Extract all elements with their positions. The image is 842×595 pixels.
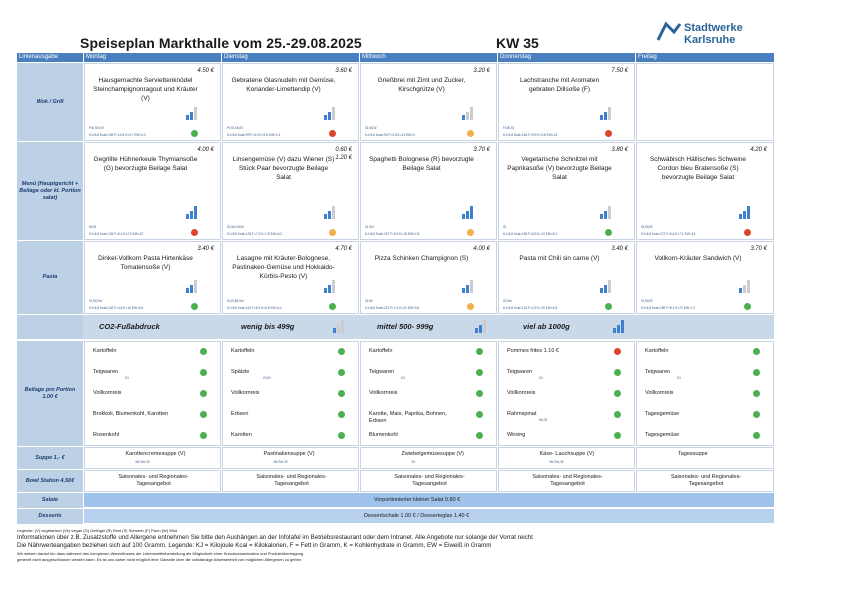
side-dish: Rosenkohl (93, 432, 119, 438)
footer (17, 527, 717, 563)
side-dish: Blumenkohl (369, 432, 398, 438)
side-dish: Vollkornreis (645, 390, 674, 396)
co2-high-icon (613, 320, 629, 333)
side-dish: Rahmspinat (507, 411, 537, 417)
bowl-offer: Saisonales- und Regionales- Tagesangebot (394, 474, 465, 487)
meal-cell-menu-2 (360, 142, 497, 240)
meal-cell-wok-2 (360, 63, 497, 141)
footer-line-3: Wir weisen darauf hin dass während des komplexen Warenflusses der Lebensmittelherstellung die Möglichkeit einer Kreuzkontamination und Produktübertragung (17, 550, 304, 556)
nutrition-values: KJ=8,6 Kcal=196 F=14,5 K=9,7 EW=4,2 (89, 133, 146, 137)
salad-band (84, 493, 774, 507)
sides-cell-3 (498, 341, 635, 446)
side-dish: Wirsing (507, 432, 526, 438)
nutrition-values: KJ=8,6 Kcal=135 F=8,2 K=2,9 EW=12 (89, 232, 144, 236)
calendar-week: KW 35 (496, 35, 539, 51)
co2-rating-icon (462, 206, 478, 219)
traffic-light-icon (476, 369, 483, 376)
side-allergens: Gl (539, 376, 543, 380)
page-header (0, 0, 842, 54)
price: 3.70 € (473, 147, 490, 153)
soup-cell-0 (84, 447, 221, 469)
nutrition-values: KJ=8,6 Kcal=165 F=8,9 K=13 EW=8,1 (503, 232, 558, 236)
stadtwerke-logo (654, 20, 764, 48)
co2-rating-icon (186, 206, 202, 219)
line-header: Linienausgabe (17, 53, 83, 62)
soup-cell-2 (360, 447, 497, 469)
co2-low-label: wenig bis 499g (241, 322, 295, 331)
traffic-light-icon (338, 369, 345, 376)
dish-name: Lasagne mit Kräuter-Bolognese, Pastinaken-Gemüse und Hokkaido-Kürbis-Pesto (V) (232, 255, 335, 280)
sides-cell-4 (636, 341, 774, 446)
co2-rating-icon (600, 280, 616, 293)
traffic-light-icon (467, 130, 474, 137)
nutrition-values: KJ=8,6 Kcal=133 F=7,9 K=7,9 EW=6,2 (227, 232, 283, 236)
bowl-offer: Saisonales- und Regionales- Tagesangebot (670, 474, 742, 487)
traffic-light-icon (753, 369, 760, 376)
nutrition-values: KJ=8,6 Kcal=157 F=5,9 K=18 EW=7,8 (365, 232, 420, 236)
footer-line-4: generell nicht ausgeschlossen werden kann. Es ist uns daher nicht möglich eine Garantie über die vollständige Abwesenheit von möglichen Allergenen zu geben (17, 556, 302, 562)
allergen-codes: Gl,Ei,Ml,Sel (227, 299, 244, 303)
nutrition-values: KJ=8,6 Kcal=99 F=4,3 K=9,6 EW=1,4 (227, 133, 281, 137)
price-pair: 1.20 € (335, 155, 352, 161)
traffic-light-icon (191, 130, 198, 137)
nutrition-values: KJ=8,6 Kcal=172 F=9,6 K=7,1 EW=14 (641, 232, 696, 236)
traffic-light-icon (200, 432, 207, 439)
price: 4.50 € (197, 68, 214, 74)
traffic-light-icon (329, 229, 336, 236)
allergen-codes: Gl,Sel (503, 299, 512, 303)
traffic-light-icon (476, 348, 483, 355)
allergen-codes: Gl,Ml,Sf (641, 225, 653, 229)
meal-cell-wok-4 (636, 63, 774, 141)
side-dish: Teigwaren (93, 369, 119, 375)
co2-rating-icon (462, 107, 478, 120)
bowl-cell-3 (498, 470, 635, 492)
co2-rating-icon (600, 206, 616, 219)
nutrition-values: KJ=8,6 Kcal=201 F=7,4 K=24 EW=9,6 (365, 306, 420, 310)
bowl-cell-2 (360, 470, 497, 492)
price: 4.20 € (750, 147, 767, 153)
co2-rating-icon (324, 206, 340, 219)
traffic-light-icon (200, 369, 207, 376)
footer-legend: Legende: (V) vegetarisch (Ve) vegan (G) Geflügel (R) Rind (S) Schwein (F) Fisch (W) Wild (17, 528, 178, 533)
soup-name: Karottencremesuppe (V) (125, 451, 186, 457)
nutrition-values: KJ=8,6 Kcal=189 F=8,1 K=21 EW=7,2 (641, 306, 696, 310)
allergen-codes: Gl,Ml,Sel (89, 299, 102, 303)
soup-cell-4 (636, 447, 774, 469)
side-dish: Spätzle (231, 369, 250, 375)
co2-legend (83, 315, 774, 339)
bowl-cell-4 (636, 470, 774, 492)
dish-name: Pasta mit Chili sin carne (V) (519, 255, 600, 262)
meal-cell-pasta-4 (636, 241, 774, 314)
traffic-light-icon (605, 130, 612, 137)
side-dish: Karotte, Mais, Paprika, Bohnen, Erbsen (369, 411, 447, 424)
price: 3.40 € (611, 246, 628, 252)
side-dish: Vollkornreis (369, 390, 398, 396)
dish-name: Hausgemachte Serviettenknödel Steinchampignonragout und Kräuter (V) (93, 77, 198, 102)
day-header-fri: Freitag (636, 53, 774, 62)
meal-cell-pasta-2 (360, 241, 497, 314)
traffic-light-icon (191, 229, 198, 236)
dish-name: Spaghetti Bolognese (R) bevorzugte Beilage Salat (369, 156, 474, 172)
soup-cell-1 (222, 447, 359, 469)
nutrition-values: KJ=8,6 Kcal=115 F=6,9 K=8,6 EW=4,4 (227, 306, 282, 310)
row-label-soup: Suppe 1,- € (17, 447, 83, 469)
row-label-wok: Wok / Grill (17, 63, 83, 141)
side-dish: Teigwaren (645, 369, 671, 375)
day-header-tue: Dienstag (222, 53, 359, 62)
co2-rating-icon (600, 107, 616, 120)
dish-name: Gegrillte Hühnerkeule Thymiansoße (G) bevorzugte Beilage Salat (93, 156, 198, 172)
row-label-salad: Salate (17, 493, 83, 508)
allergen-codes: Gl,Ml,Sf (641, 299, 653, 303)
row-label-sides: Beilage pro Portion 1.00 € (17, 341, 83, 446)
logo-text (684, 22, 743, 46)
price: 0.60 € (335, 147, 352, 153)
salad-text: Vorportionierter kleiner Salat 0.80 € (374, 497, 461, 503)
row-label-co2-spacer (17, 315, 83, 339)
dessert-band (84, 509, 774, 523)
side-dish: Kartoffeln (93, 348, 117, 354)
price: 4.00 € (197, 147, 214, 153)
side-dish: Kartoffeln (231, 348, 255, 354)
soup-allergens: Sf (411, 460, 415, 464)
dish-name: Pizza Schinken Champignon (S) (374, 255, 469, 262)
traffic-light-icon (329, 303, 336, 310)
nutrition-values: KJ=8,6 Kcal=132 F=4,8 K=16 EW=5,6 (89, 306, 144, 310)
traffic-light-icon (329, 130, 336, 137)
co2-rating-icon (186, 280, 202, 293)
side-dish: Vollkornreis (93, 390, 122, 396)
co2-low-icon (333, 320, 349, 333)
allergen-codes: Gl,Sel,Sf,Nf (227, 225, 244, 229)
co2-title: CO2-Fußabdruck (99, 322, 160, 331)
traffic-light-icon (200, 348, 207, 355)
dish-name: Vollkorn-Kräuter Sandwich (V) (654, 255, 742, 262)
meal-cell-menu-4 (636, 142, 774, 240)
dish-name: Grießbrei mit Zimt und Zucker, Kirschgrütze (V) (377, 77, 466, 93)
traffic-light-icon (753, 348, 760, 355)
side-dish: Teigwaren (507, 369, 533, 375)
co2-rating-icon (324, 280, 340, 293)
meal-cell-wok-0 (84, 63, 221, 141)
co2-rating-icon (186, 107, 202, 120)
nutrition-values: KJ=8,6 Kcal=164 F=9,9 K=3,6 EW=14 (503, 133, 558, 137)
side-dish: Erbsen (231, 411, 249, 417)
traffic-light-icon (614, 411, 621, 418)
side-dish: Vollkornreis (231, 390, 260, 396)
footer-line-1: Informationen über z.B. Zusatzstoffe und Allergene entnehmen Sie bitte den Aushängen an der Infotafel im Betriebsrestaurant oder dem Intranet. Alle Angebote nur solange der Vorrat reicht (17, 534, 533, 541)
allergen-codes: Pilz,Sel,Sf (89, 126, 104, 130)
dish-name: Lachstranche mit Aromaten gebraten Dillsoße (F) (519, 77, 600, 93)
dish-name: Vegetarische Schnitzel mit Paprikasoße (V) bevorzugte Beilage Salat (507, 156, 612, 181)
soup-name: Pastinakensuppe (V) (263, 451, 315, 457)
side-dish: Kartoffeln (369, 348, 393, 354)
dish-name: Dinkel-Vollkorn Pasta Hirtenkäse Tomatensoße (V) (98, 255, 193, 271)
price: 3.20 € (473, 68, 490, 74)
nutrition-values: KJ=8,6 Kcal=92 F=2,6 K=14 EW=3 (365, 133, 415, 137)
side-dish: Teigwaren (369, 369, 395, 375)
traffic-light-icon (338, 411, 345, 418)
soup-name: Tagessuppe (678, 451, 708, 457)
price: 4.00 € (473, 246, 490, 252)
price: 7.50 € (611, 68, 628, 74)
side-allergens: Gl (401, 376, 405, 380)
traffic-light-icon (476, 390, 483, 397)
logo-mark-icon (654, 20, 682, 46)
traffic-light-icon (338, 432, 345, 439)
traffic-light-icon (753, 432, 760, 439)
soup-name: Zwiebelgemüsesuppe (V) (401, 451, 464, 457)
co2-rating-icon (462, 280, 478, 293)
traffic-light-icon (467, 229, 474, 236)
meal-cell-wok-1 (222, 63, 359, 141)
menu-grid (17, 53, 774, 528)
traffic-light-icon (191, 303, 198, 310)
row-label-menu: Menü (Hauptgericht + Beilage oder kl. Portion salat) (17, 142, 83, 240)
traffic-light-icon (338, 390, 345, 397)
allergen-codes: Gl,Ml (365, 299, 373, 303)
traffic-light-icon (753, 411, 760, 418)
side-dish: Tagesgemüse (645, 432, 680, 438)
co2-rating-icon (324, 107, 340, 120)
footer-line-2: Die Nährwerteangaben beziehen sich auf 100 Gramm. Legende: KJ = Kilojoule Kcal = Kilokalorien, F = Fett in Gramm, K = Kohlenhydrate in Gramm, EW = Eiweiß in Gramm (17, 542, 492, 550)
dish-name: Schwäbisch Hällisches Schweine Cordon bleu Bratensoße (S) bevorzugte Beilage Salat (649, 156, 747, 181)
allergen-codes: Fi,Ml,Sf (503, 126, 514, 130)
soup-allergens: Ml,Sel,Sf (273, 460, 288, 464)
allergen-codes: Pf,Sf,Sel,Ei (227, 126, 244, 130)
co2-high-label: viel ab 1000g (523, 322, 570, 331)
bowl-cell-0 (84, 470, 221, 492)
side-dish: Vollkornreis (507, 390, 536, 396)
logo-line-1: Stadtwerke (684, 22, 743, 34)
page-title: Speiseplan Markthalle vom 25.-29.08.2025 (80, 35, 362, 51)
bowl-offer: Saisonales- und Regionales- Tagesangebot (256, 474, 327, 487)
meal-cell-pasta-3 (498, 241, 635, 314)
traffic-light-icon (338, 348, 345, 355)
meal-cell-wok-3 (498, 63, 635, 141)
dessert-text: Dessertschale 1.00 € / Desserteglas 1.40 € (364, 513, 470, 519)
sides-cell-2 (360, 341, 497, 446)
traffic-light-icon (614, 369, 621, 376)
side-dish: Pommes frites 1.10 € (507, 348, 559, 354)
allergen-codes: Gl,Ml,Sf (365, 126, 377, 130)
co2-mid-label: mittel 500- 999g (377, 322, 434, 331)
row-label-desserts: Desserts (17, 509, 83, 524)
day-header-mon: Montag (84, 53, 221, 62)
day-header-thu: Donnerstag (498, 53, 635, 62)
price: 3.60 € (335, 68, 352, 74)
allergen-codes: Ml,Sf (89, 225, 97, 229)
bowl-cell-1 (222, 470, 359, 492)
dish-name: Linsengemüse (V) dazu Wiener (S) Stück Paar bevorzugte Beilage Salat (232, 156, 335, 181)
row-label-bowl: Bowl Station 4.50€ (17, 470, 83, 492)
traffic-light-icon (744, 229, 751, 236)
price: 3.40 € (197, 246, 214, 252)
side-allergens: Gl (677, 376, 681, 380)
co2-mid-icon (475, 320, 491, 333)
traffic-light-icon (744, 303, 751, 310)
meal-cell-menu-3 (498, 142, 635, 240)
side-allergens: Gl,Ei (263, 376, 271, 380)
price: 3.80 € (611, 147, 628, 153)
traffic-light-icon (753, 390, 760, 397)
day-header-wed: Mittwoch (360, 53, 497, 62)
meal-cell-menu-0 (84, 142, 221, 240)
soup-name: Käse- Lauchsuppe (V) (539, 451, 595, 457)
dish-name: Gebratene Glasnudeln mit Gemüse, Koriander-Limettendip (V) (231, 77, 336, 93)
row-label-pasta: Pasta (17, 241, 83, 314)
side-allergens: Ml,Gl (539, 418, 548, 422)
traffic-light-icon (476, 411, 483, 418)
allergen-codes: Gl (503, 225, 507, 229)
price: 3.70 € (750, 246, 767, 252)
price: 4.70 € (335, 246, 352, 252)
traffic-light-icon (614, 432, 621, 439)
logo-line-2: Karlsruhe (684, 34, 736, 46)
bowl-offer: Saisonales- und Regionales- Tagesangebot (532, 474, 603, 487)
side-dish: Karotten (231, 432, 252, 438)
allergen-codes: Gl,Sel (365, 225, 374, 229)
traffic-light-icon (614, 348, 621, 355)
traffic-light-icon (476, 432, 483, 439)
side-dish: Tagesgemüse (645, 411, 680, 417)
sides-cell-0 (84, 341, 221, 446)
side-dish: Kartoffeln (645, 348, 669, 354)
meal-cell-pasta-1 (222, 241, 359, 314)
soup-cell-3 (498, 447, 635, 469)
traffic-light-icon (614, 390, 621, 397)
traffic-light-icon (605, 229, 612, 236)
co2-rating-icon (739, 206, 755, 219)
meal-cell-menu-1 (222, 142, 359, 240)
co2-rating-icon (739, 280, 755, 293)
traffic-light-icon (467, 303, 474, 310)
traffic-light-icon (200, 390, 207, 397)
side-dish: Brokkoli, Blumenkohl, Karotten (93, 411, 169, 417)
bowl-offer: Saisonales- und Regionales- Tagesangebot (118, 474, 189, 487)
soup-allergens: Ml,Sel,Sf (135, 460, 150, 464)
traffic-light-icon (605, 303, 612, 310)
sides-cell-1 (222, 341, 359, 446)
traffic-light-icon (200, 411, 207, 418)
nutrition-values: KJ=8,6 Kcal=124 F=2,9 K=19 EW=4,8 (503, 306, 558, 310)
soup-allergens: Ml,Sel,Sf (549, 460, 564, 464)
meal-cell-pasta-0 (84, 241, 221, 314)
side-allergens: Gl (125, 376, 129, 380)
